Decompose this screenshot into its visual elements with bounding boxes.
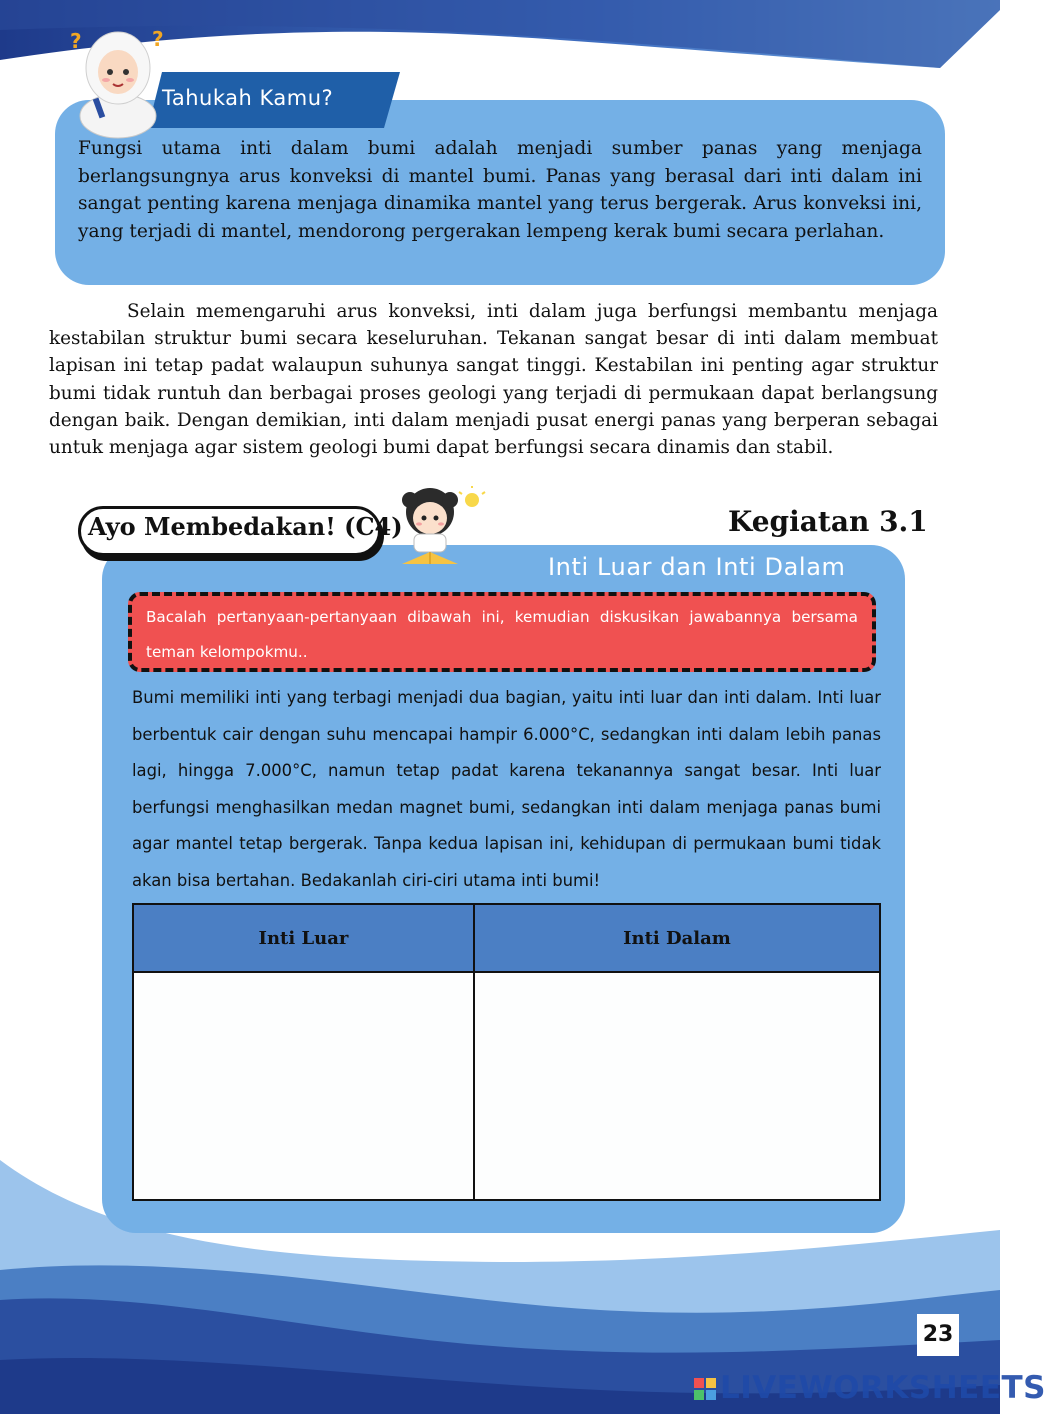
column-header-inti-luar: Inti Luar	[133, 904, 474, 972]
column-header-inti-dalam: Inti Dalam	[474, 904, 880, 972]
instruction-text: Bacalah pertanyaan-pertanyaan dibawah ini, kemudian diskusikan jawabannya bersama teman kelompokmu..	[146, 608, 858, 661]
svg-text:?: ?	[152, 27, 164, 51]
reading-girl-mascot-icon	[394, 486, 486, 566]
main-paragraph: Selain memengaruhi arus konveksi, inti dalam juga berfungsi membantu menjaga kestabilan struktur bumi secara keseluruhan. Tekanan sangat besar di inti dalam membuat lapisan ini tetap padat walaupun suhunya sangat tinggi. Kestabilan ini penting agar struktur bumi tidak runtuh dan berbagai proses geologi yang terjadi di permukaan dapat berlangsung dengan baik. Dengan demikian, inti dalam menjadi pusat energi panas yang berperan sebagai untuk menjaga agar sistem geologi bumi dapat berfungsi secara dinamis dan stabil.	[49, 301, 938, 459]
activity-badge-label: Ayo Membedakan! (C4)	[88, 512, 403, 541]
svg-text:?: ?	[70, 29, 82, 53]
info-title: Tahukah Kamu?	[162, 86, 334, 110]
watermark: LIVEWORKSHEETS	[720, 1370, 1046, 1406]
activity-text: Bumi memiliki inti yang terbagi menjadi dua bagian, yaitu inti luar dan inti dalam. Inti luar berbentuk cair dengan suhu mencapai hampir 6.000°C, sedangkan inti dalam lebih panas lagi, hingga 7.000°C, namun tetap padat karena tekanannya sangat besar. Inti luar berfungsi menghasilkan medan magnet bumi, sedangkan inti dalam menjaga panas bumi agar mantel tetap bergerak. Tanpa kedua lapisan ini, kehidupan di permukaan bumi tidak akan bisa bertahan. Bedakanlah ciri-ciri utama inti bumi!	[132, 688, 881, 890]
info-text: Fungsi utama inti dalam bumi adalah menjadi sumber panas yang menjaga berlangsungnya arus konveksi di mantel bumi. Panas yang berasal dari inti dalam ini sangat penting karena menjaga dinamika mantel yang terus bergerak. Arus konveksi ini, yang terjadi di mantel, mendorong pergerakan lempeng kerak bumi secara perlahan.	[78, 138, 922, 242]
liveworksheets-logo-icon	[694, 1378, 716, 1400]
hijab-girl-mascot-icon	[68, 26, 168, 136]
answer-cell-inti-dalam[interactable]	[474, 972, 880, 1200]
answer-cell-inti-luar[interactable]	[133, 972, 474, 1200]
activity-subtitle: Inti Luar dan Inti Dalam	[548, 553, 846, 581]
page-number: 23	[917, 1314, 959, 1356]
answer-table	[132, 903, 881, 1201]
activity-number: Kegiatan 3.1	[728, 505, 928, 538]
